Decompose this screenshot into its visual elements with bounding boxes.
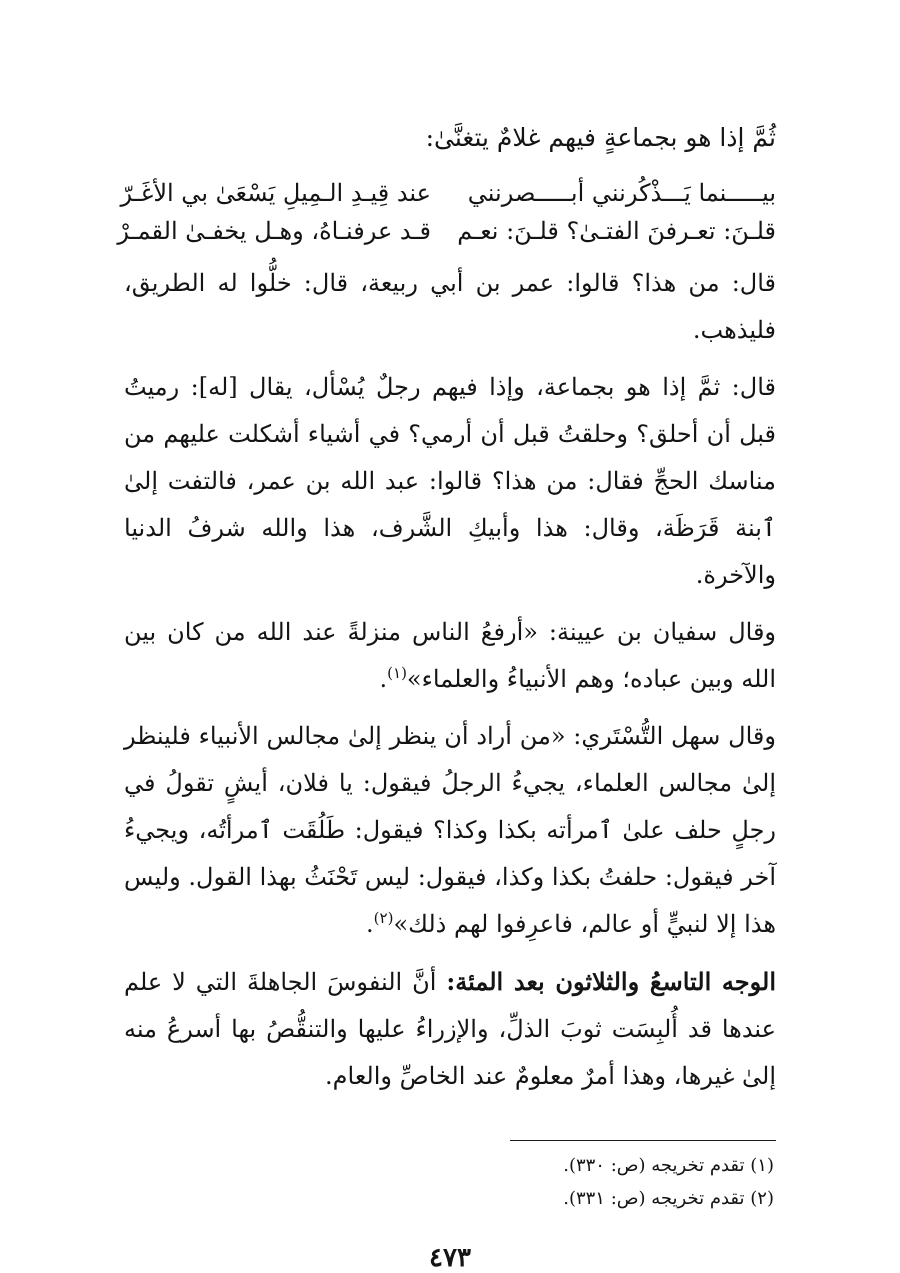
paragraph [124,958,776,1100]
section-heading: الوجه التاسعُ والثلاثون بعد المئة: [446,967,777,996]
page-number: ٤٧٣ [429,1243,471,1273]
verse-second-hemistich: قـد عرفنـاهُ، وهـل يخفـىٰ القمـرْ [117,217,431,245]
paragraph [124,260,776,354]
paragraph: وقال سفيان بن عيينة: «أرفعُ الناس منزلةً عند الله من كان بين الله وبين عباده؛ وهم الأنبياءُ والعلماء»$^{(١)}$. [124,618,777,693]
verse-row [117,212,776,250]
paragraph-text: وقال سفيان بن عيينة: «أرفعُ الناس منزلةً عند الله من كان بين الله وبين عباده؛ وهم الأنبياءُ والعلماء» [124,618,777,693]
footnotes [124,1149,776,1215]
paragraph-text: وقال سهل التُّسْتَري: «من أراد أن ينظر إلىٰ مجالس الأنبياء فلينظر إلىٰ مجالس العلماء، يجيءُ الرجلُ فيقول: يا فلان، أيشٍ تقولُ في رجلٍ حلف علىٰ ٱمرأته بكذا وكذا؟ فيقول: طَلُقَت ٱمرأتُه، ويجيءُ آخر فيقول: حلفتُ بكذا وكذا، فيقول: ليس تَحْنَثُ بهذا القول. وليس هذا إلا لنبيٍّ أو عالم، فاعرِفوا لهم ذلك» [124,722,776,938]
footnote: (٢) تقدم تخريجه (ص: ٣٣١). [563,1188,774,1209]
paragraph [124,364,776,599]
paragraph-text: قال: ثمَّ إذا هو بجماعة، وإذا فيهم رجلٌ يُسْأل، يقال [له]: رميتُ قبل أن أحلق؟ وحلقتُ قبل أن أرمي؟ في أشياء أشكلت عليهم من مناسك الحجِّ فقال: من هذا؟ قالوا: عبد الله بن عمر، فالتفت إلىٰ ٱبنة قَرَظَة، وقال: هذا وأبيكِ الشَّرف، هذا والله شرفُ الدنيا والآخرة. [124,373,776,589]
verse-row [120,174,776,212]
footnote-marker[interactable]: (١) [387,664,407,682]
verse-first-hemistich: قلـنَ: تعـرفنَ الفتـىٰ؟ قلـنَ: نعـم [457,217,776,245]
verse-second-hemistich: عند قِيـدِ الـمِيلِ يَسْعَىٰ بي الأغَـرّ [120,179,431,207]
paragraph-text: قال: من هذا؟ قالوا: عمر بن أبي ربيعة، قال: خلُّوا له الطريق، فليذهب. [124,269,777,344]
poem-verses [117,174,776,250]
footnote-marker[interactable]: (٢) [373,909,394,927]
paragraph-text: أنَّ النفوسَ الجاهلةَ التي لا علم عندها قد أُلبِسَت ثوبَ الذلِّ، والإزراءُ عليها والتنقُّصُ بها أسرعُ منه إلىٰ غيرها، وهذا أمرٌ معلومٌ عند الخاصِّ والعام. [124,968,776,1090]
verse-first-hemistich: بيـــــنما يَـــذْكُرنني أبـــــصرنني [467,179,776,207]
footnote-divider [510,1140,776,1141]
footnote: (١) تقدم تخريجه (ص: ٣٣٠). [563,1155,774,1176]
intro-line: ثُمَّ إذا هو بجماعةٍ فيهم غلامٌ يتغنَّىٰ: [425,123,776,152]
paragraph: وقال سهل التُّسْتَري: «من أراد أن ينظر إلىٰ مجالس الأنبياء فلينظر إلىٰ مجالس العلماء، يجيءُ الرجلُ فيقول: يا فلان، أيشٍ تقولُ في رجلٍ حلف علىٰ ٱمرأته بكذا وكذا؟ فيقول: طَلُقَت ٱمرأتُه، ويجيءُ آخر فيقول: حلفتُ بكذا وكذا، فيقول: ليس تَحْنَثُ بهذا القول. وليس هذا إلا لنبيٍّ أو عالم، فاعرِفوا لهم ذلك»$^{(٢)}$. [124,722,776,938]
